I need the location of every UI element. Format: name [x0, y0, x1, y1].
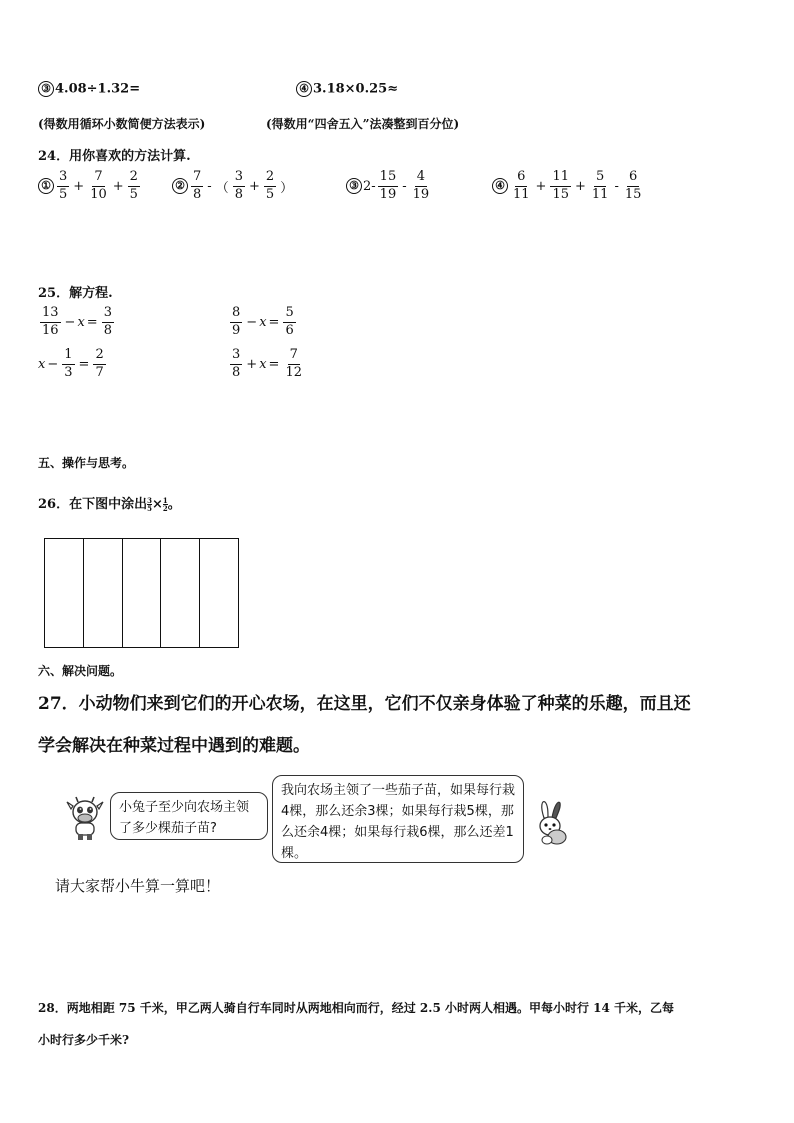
- bubble-text-cow: 小兔子至少向农场主领了多少棵茄子苗?: [119, 800, 250, 836]
- fraction: $\frac{2}{5}$: [265, 169, 275, 202]
- q28-line-2: 小时行多少千米?: [38, 1033, 130, 1047]
- rectangle-cell[interactable]: [84, 539, 123, 647]
- fraction: $\frac{7}{10}$: [90, 169, 107, 202]
- rectangle-cell[interactable]: [161, 539, 200, 647]
- section-heading-5: 五、操作与思考。: [38, 456, 135, 470]
- bubble-text-rabbit: 我向农场主领了一些茄子苗，如果每行栽4棵，那么还余3棵；如果每行栽5棵，那么还余4棵；如果每行栽6棵，那么还差1棵。: [281, 783, 516, 861]
- q23-item4: [296, 81, 398, 97]
- fraction: $\frac{13}{16}$: [42, 305, 59, 338]
- fraction: $\frac{15}{19}$: [379, 169, 397, 202]
- shading-rectangle[interactable]: [44, 538, 239, 648]
- fraction: $\frac{6}{15}$: [624, 169, 642, 202]
- fraction: $\frac{6}{11}$: [513, 169, 530, 202]
- fraction: $\frac{1}{3}$: [64, 347, 73, 380]
- rectangle-cell[interactable]: [45, 539, 84, 647]
- rectangle-cell[interactable]: [200, 539, 238, 647]
- cow-icon: [64, 796, 106, 842]
- fraction: $\frac{3}{8}$: [232, 347, 241, 380]
- q23-item3-expr: 4.08÷1.32=: [55, 81, 141, 97]
- fraction: $\frac{2}{5}$: [129, 169, 138, 202]
- q28-line-1: 28．两地相距 75 千米，甲乙两人骑自行车同时从两地相向而行，经过 2.5 小时两人相遇。甲每小时行 14 千米，乙每: [38, 1001, 675, 1015]
- q25-equation-2: $\frac{8}{9}$ − x = $\frac{5}{6}$: [232, 305, 294, 338]
- speech-bubble-cow: [110, 792, 268, 840]
- rabbit-icon: [530, 800, 570, 846]
- section-heading-6: 六、解决问题。: [38, 664, 123, 678]
- rectangle-cell[interactable]: [123, 539, 162, 647]
- q24-item4-number: ④: [492, 178, 508, 194]
- q24-item3-number: ③: [346, 178, 362, 194]
- q23-note4: (得数用“四舍五入”法凑整到百分位): [266, 117, 460, 131]
- q24-item2: ② $\frac{7}{8}$ - （ $\frac{3}{8}$ + $\frac{2}{5}$ ）: [172, 170, 295, 203]
- q24-item3: ③ 2- $\frac{15}{19}$ - $\frac{4}{19}$: [346, 170, 433, 203]
- q24-item1-number: ①: [38, 178, 54, 194]
- q24-item2-number: ②: [172, 178, 188, 194]
- q23-item4-number: ④: [296, 81, 312, 97]
- q27-line-2: 学会解决在种菜过程中遇到的难题。: [38, 736, 310, 756]
- fraction: $\frac{4}{19}$: [412, 169, 430, 202]
- fraction: $\frac{5}{11}$: [591, 169, 609, 202]
- fraction: $\frac{8}{9}$: [232, 305, 241, 338]
- q25-equation-4: $\frac{3}{8}$ + x = $\frac{7}{12}$: [232, 347, 302, 380]
- q23-note3: (得数用循环小数简便方法表示): [38, 117, 206, 131]
- fraction: $\frac{11}{15}$: [552, 169, 569, 202]
- fraction: $\frac{7}{12}$: [285, 347, 302, 380]
- fraction: $\frac{3}{8}$: [234, 169, 243, 202]
- fraction: $\frac{3}{5}$: [59, 169, 68, 202]
- fraction: $\frac{5}{6}$: [285, 305, 294, 338]
- fraction: $\frac{3}{5}$: [147, 496, 152, 513]
- q27-prompt: 请大家帮小牛算一算吧！: [55, 877, 221, 895]
- q27-line-1: 27．小动物们来到它们的开心农场，在这里，它们不仅亲身体验了种菜的乐趣，而且还: [38, 694, 691, 714]
- q24-item4: ④ $\frac{6}{11}$ + $\frac{11}{15}$ + $\frac{5}{11}$ - $\frac{6}{15}$: [492, 170, 645, 203]
- q23-item3-number: ③: [38, 81, 54, 97]
- q24-title: 24．用你喜欢的方法计算.: [38, 149, 191, 164]
- q24-item1: ① $\frac{3}{5}$ + $\frac{7}{10}$ + $\frac{2}{5}$: [38, 170, 142, 203]
- fraction: $\frac{7}{8}$: [193, 169, 202, 202]
- q25-title: 25．解方程.: [38, 286, 113, 301]
- q23-item3: [38, 81, 140, 97]
- fraction: $\frac{3}{8}$: [103, 305, 112, 338]
- speech-bubble-rabbit: [272, 775, 524, 863]
- q26-prompt: 26．在下图中涂出 $\frac{3}{5}$ × $\frac{1}{2}$ 。: [38, 496, 181, 513]
- q25-equation-3: x − $\frac{1}{3}$ = $\frac{2}{7}$: [38, 347, 104, 380]
- fraction: $\frac{1}{2}$: [162, 496, 168, 513]
- q25-equation-1: $\frac{13}{16}$ − x = $\frac{3}{8}$: [42, 305, 112, 338]
- fraction: $\frac{2}{7}$: [95, 347, 104, 380]
- q23-item4-expr: 3.18×0.25≈: [313, 81, 399, 97]
